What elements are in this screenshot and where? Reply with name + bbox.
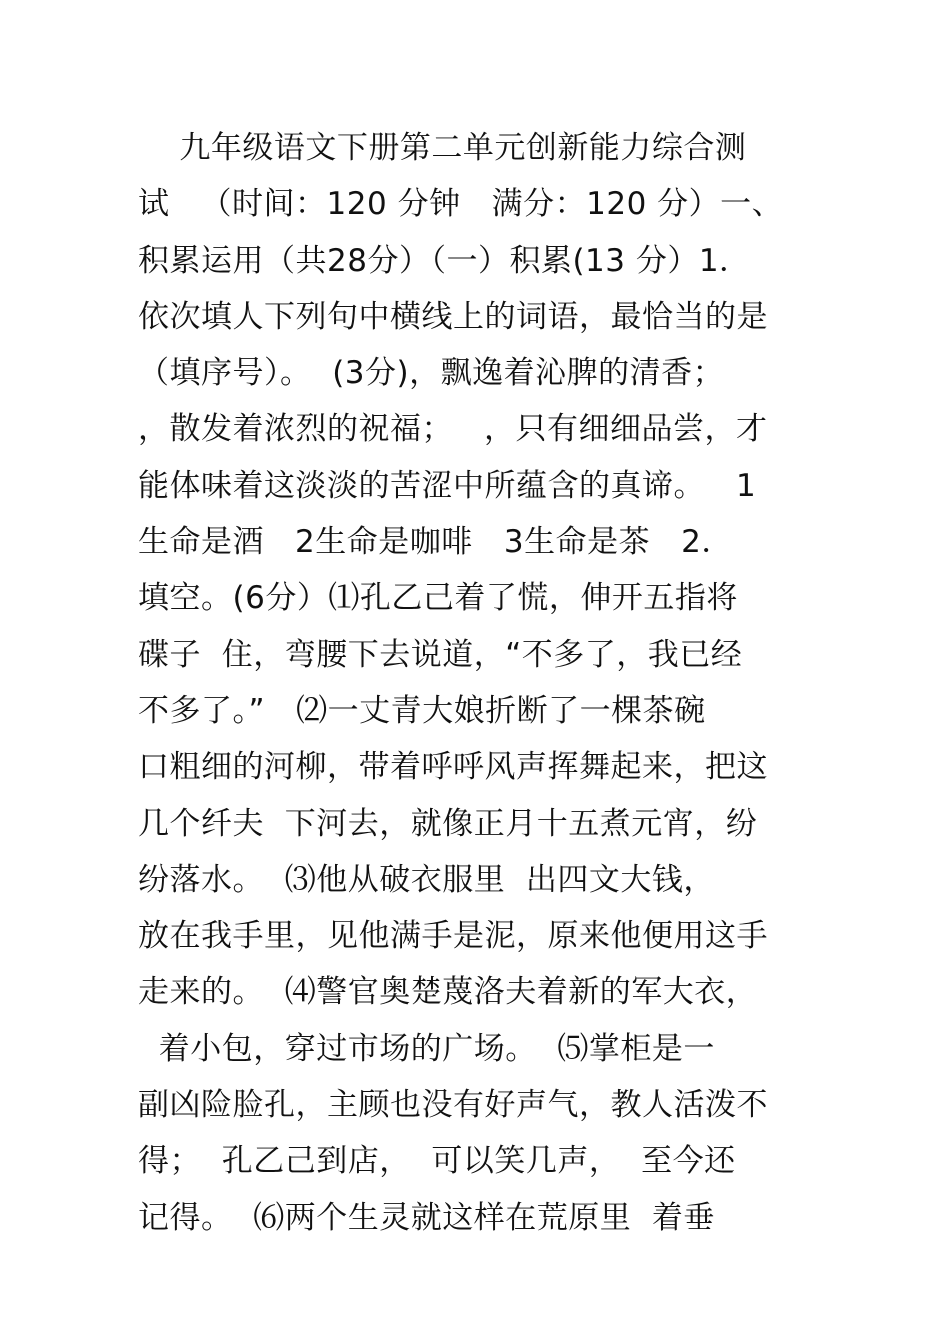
text-line-20: 记得。 ⑹两个生灵就这样在荒原里 着垂	[138, 1199, 715, 1236]
text-line-3: 积累运用（共28分）（一）积累(13 分）1．	[138, 242, 751, 279]
document-body	[138, 120, 838, 1246]
text-line-19: 得； 孔乙己到店， 可以笑几声， 至今还	[138, 1143, 736, 1180]
text-line-9: 填空。(6分）⑴孔乙己着了慌，伸开五指将	[138, 580, 738, 617]
text-line-17: 着小包，穿过市场的广场。 ⑸掌柜是一	[138, 1030, 715, 1067]
text-line-2: 试 （时间：120 分钟 满分：120 分）一、	[138, 186, 784, 223]
text-line-15: 放在我手里，见他满手是泥，原来他便用这手	[138, 918, 768, 955]
text-line-13: 几个纤夫 下河去，就像正月十五煮元宵，纷	[138, 805, 758, 842]
text-line-14: 纷落水。 ⑶他从破衣服里 出四文大钱，	[138, 861, 715, 898]
text-line-8: 生命是酒 2生命是咖啡 3生命是茶 2．	[138, 524, 733, 561]
text-line-6: ，散发着浓烈的祝福； ，只有细细品尝，才	[138, 411, 768, 448]
text-line-10: 碟子 住，弯腰下去说道，“不多了，我已经	[138, 636, 743, 673]
text-line-11: 不多了。” ⑵一丈青大娘折断了一棵茶碗	[138, 692, 706, 729]
text-line-5: （填序号）。 (3分)，飘逸着沁脾的清香；	[138, 355, 725, 392]
text-line-4: 依次填人下列句中横线上的词语，最恰当的是	[138, 298, 768, 335]
text-line-18: 副凶险脸孔，主顾也没有好声气，教人活泼不	[138, 1087, 768, 1124]
text-line-1: 九年级语文下册第二单元创新能力综合测	[138, 130, 747, 166]
text-line-12: 口粗细的河柳，带着呼呼风声挥舞起来，把这	[138, 749, 768, 786]
text-line-7: 能体味着这淡淡的苦涩中所蕴含的真谛。 1	[138, 467, 757, 504]
text-line-16: 走来的。 ⑷警官奥楚蔑洛夫着新的军大衣，	[138, 974, 758, 1011]
